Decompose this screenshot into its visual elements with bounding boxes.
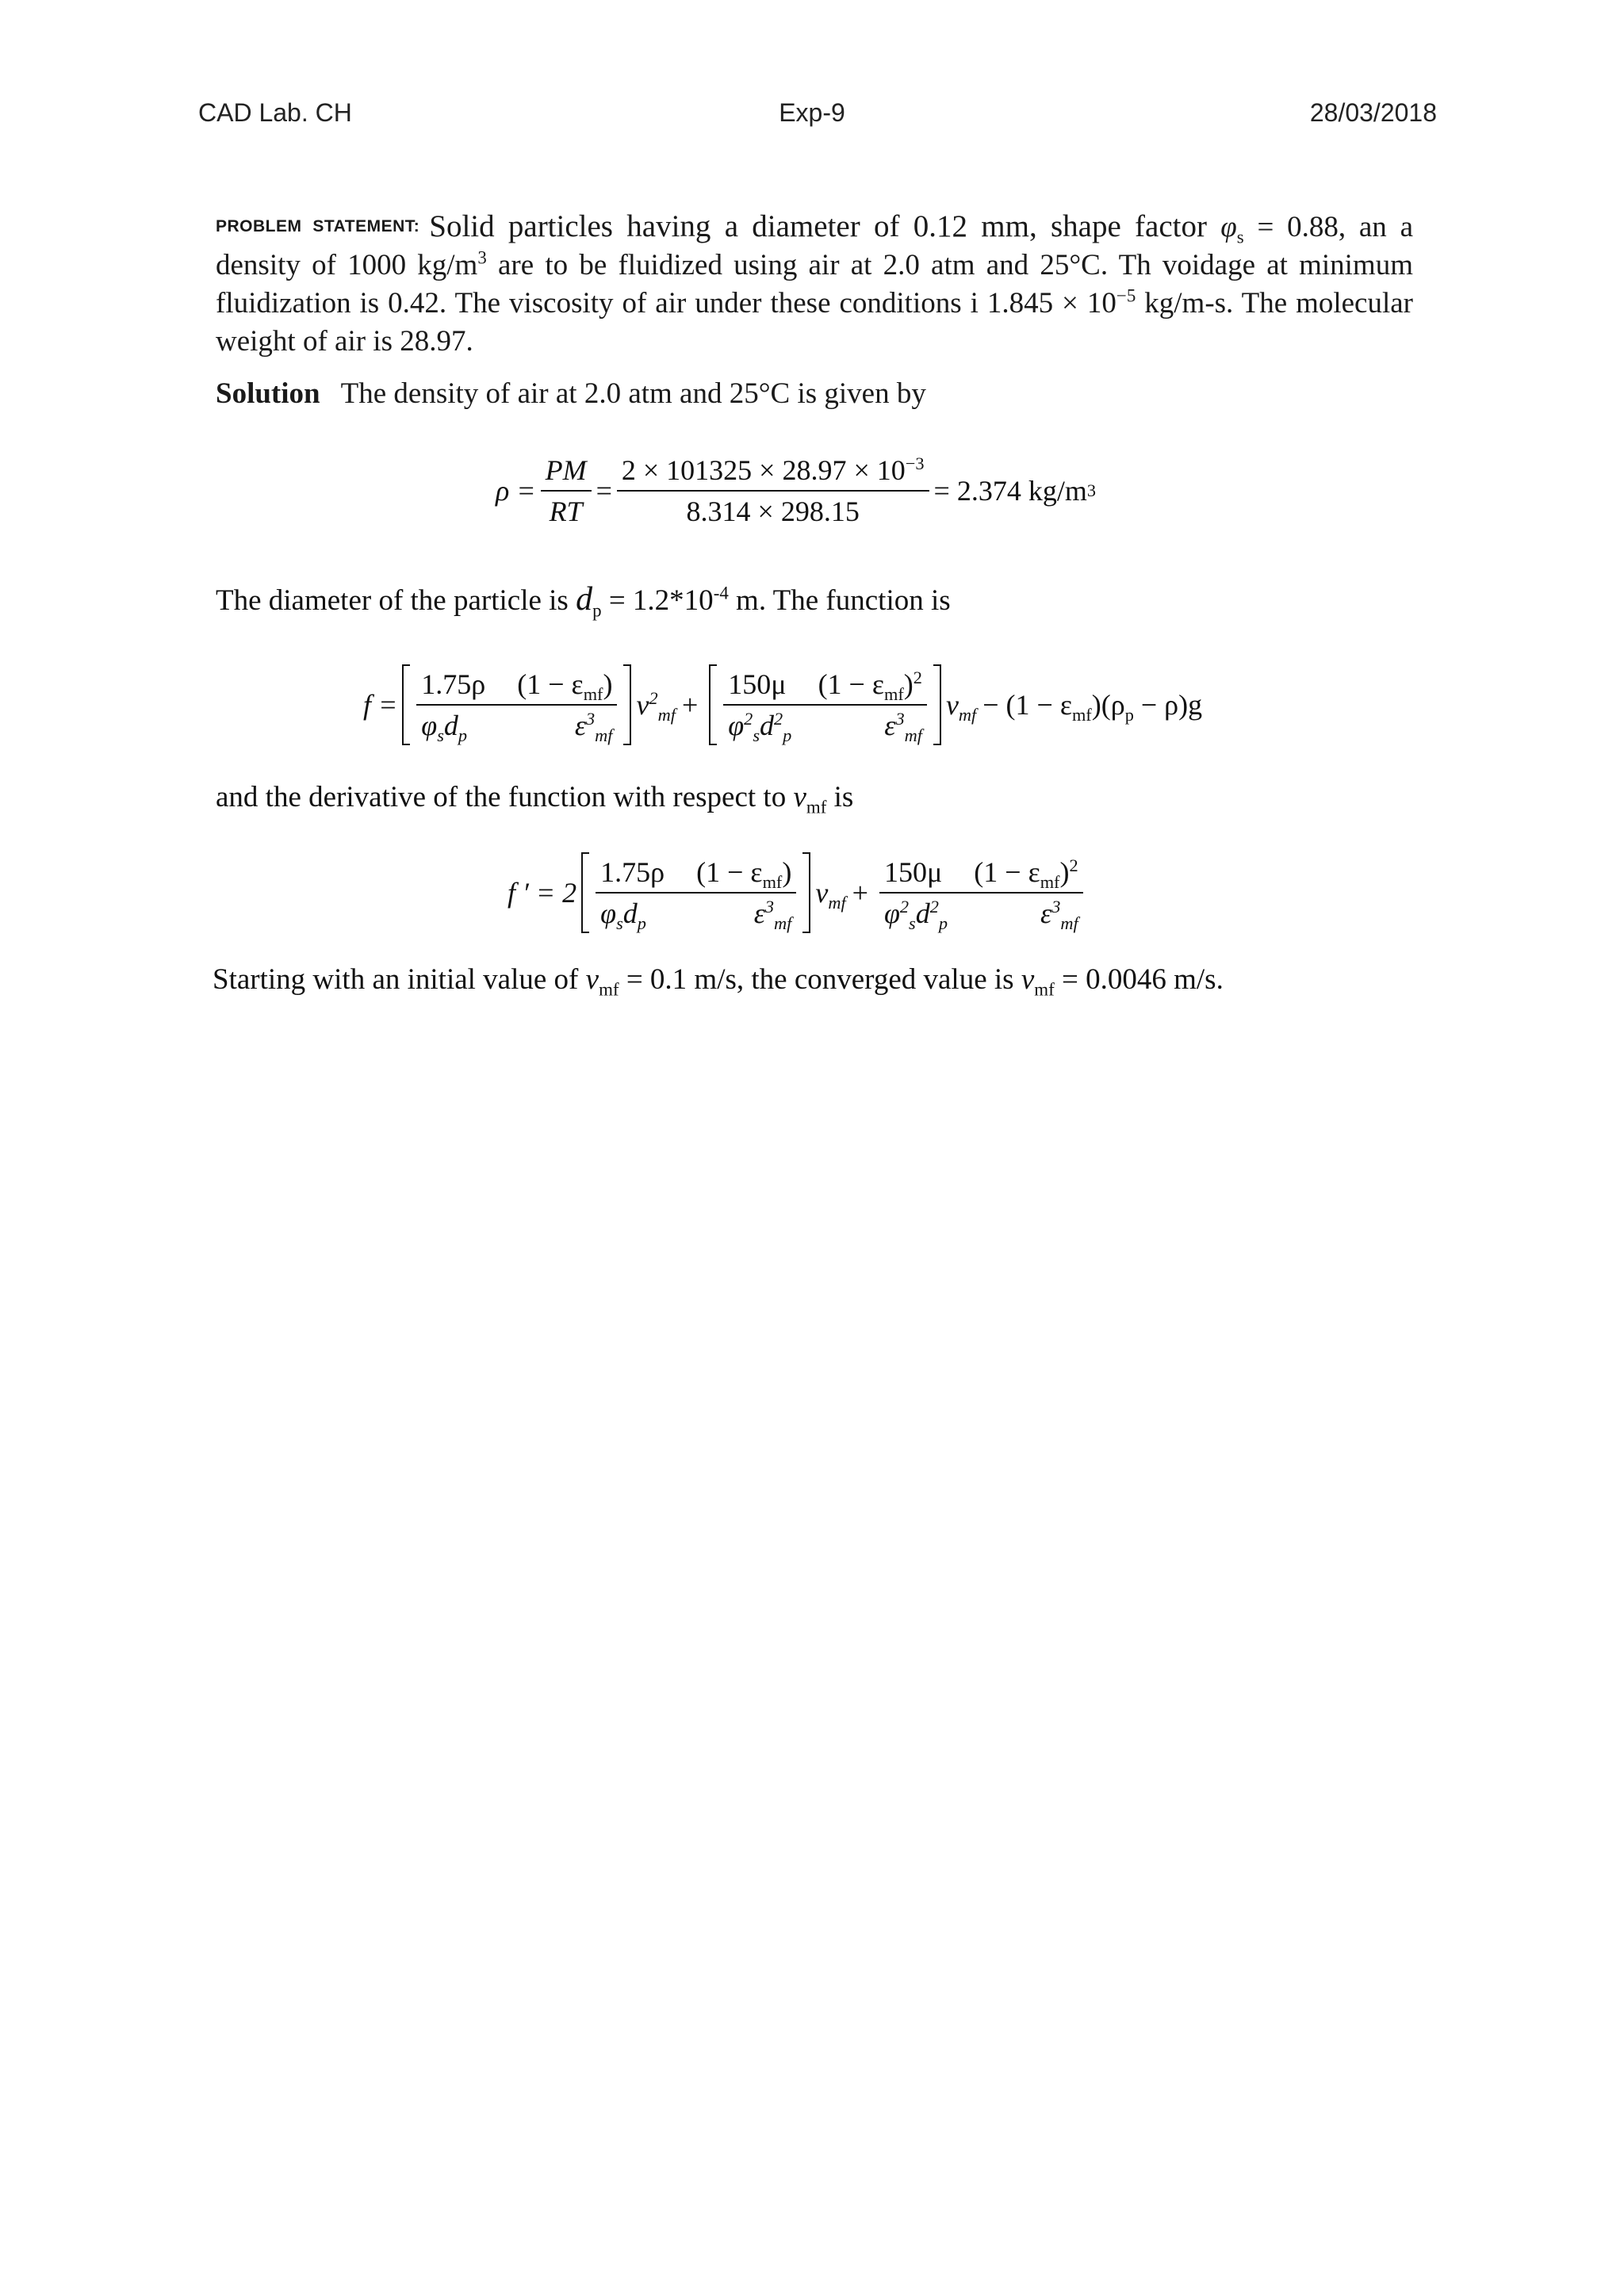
function-equation: f = 1.75ρ $(1 - \varepsilon_{mf})$ $\varphi_sd_p$ $\varepsilon^3_{mf}$ $v^2_{mf}$ + 150μ $(1 - \varepsilon_{mf})^2$ $\varphi^2_sd^2_p$ $\varepsilon^3_{mf}$ $v_{mf}$ − $(1 - \varepsilon_{mf})(\rho_p - \rho)g$ <box>363 664 1208 745</box>
derivative-line: and the derivative of the function with respect to $v_{mf}$ is <box>216 781 854 817</box>
diameter-line: The diameter of the particle is $d_p = 1.2*10^{-4}$ m. The function is <box>216 581 951 621</box>
conclusion-line: Starting with an initial value of $v_{mf} = 0.1$ m/s, the converged value is $v_{mf} = 0.0046$ m/s. <box>213 963 1224 1000</box>
derivative-equation: f ′ = 2 1.75ρ $(1 - \varepsilon_{mf})$ $\varphi_sd_p$ $\varepsilon^3_{mf}$ $v_{mf}$ + 150μ $(1 - \varepsilon_{mf})^2$ $\varphi^2_sd^2_p$ $\varepsilon^3_{mf}$ <box>508 852 1088 933</box>
header-left: CAD Lab. CH <box>198 98 352 127</box>
problem-label: PROBLEM STATEMENT: <box>216 217 420 235</box>
header-center: Exp-9 <box>779 98 845 127</box>
problem-statement: PROBLEM STATEMENT: Solid particles having a diameter of 0.12 mm, shape factor $\varphi_s = 0.88$, an a density of 1000 $kg/m^3$ are to be fluidized using air at 2.0 atm and 25°C. Th voidage at minimum fluidization is 0.42. The viscosity of air under these conditions i $1.845 \times 10^{-5}$ kg/m-s. The molecular weight of air is 28.97. <box>216 209 1414 358</box>
density-equation: ρ = $\frac{PM}{RT}$ = $\frac{2 \times 101325 \times 28.97 \times 10^{-3}}{8.314 \times 298.15}$ = 2.374 kg/m 3 <box>496 453 1097 527</box>
scanned-content <box>216 208 1413 413</box>
solution-line: Solution The density of air at 2.0 atm and 25°C is given by <box>216 377 926 410</box>
solution-label: Solution <box>216 377 320 410</box>
header-right: 28/03/2018 <box>1309 98 1437 127</box>
